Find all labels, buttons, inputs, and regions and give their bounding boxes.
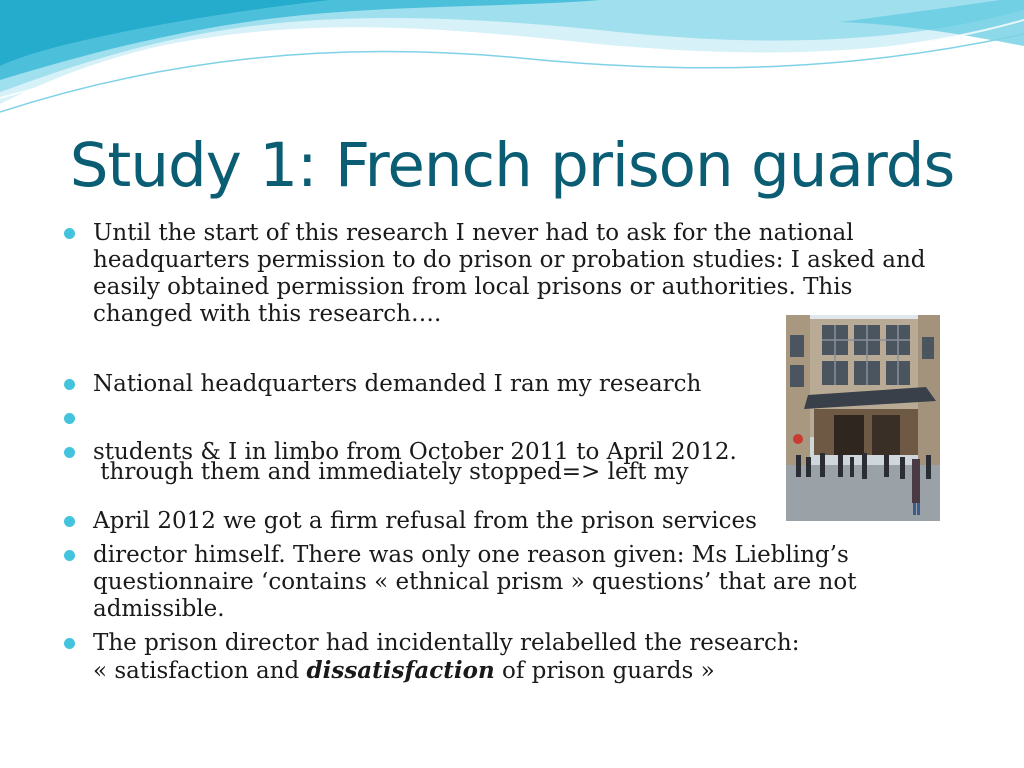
bullet-marker	[64, 447, 75, 458]
bullet-line: Until the start of this research I never had to ask for the national	[93, 220, 854, 246]
slide-title: Study 1: French prison guards	[69, 130, 955, 201]
bullet-marker	[64, 516, 75, 527]
bullet-marker	[64, 413, 75, 424]
bullet-text	[93, 220, 963, 328]
bullet-line: through them and immediately stopped=> left my	[93, 459, 689, 485]
bullet-text	[93, 542, 963, 623]
building-photo-icon	[786, 315, 940, 521]
emphasis-text: dissatisfaction	[306, 657, 495, 684]
bullet-line	[93, 657, 963, 685]
bullet-line: April 2012 we got a firm refusal from the prison services	[93, 508, 757, 534]
quote-end-text: of prison guards »	[494, 658, 715, 684]
bullet-line: students & I in limbo from October 2011 to April 2012.	[93, 439, 737, 465]
bullet-line: National headquarters demanded I ran my research	[93, 371, 702, 397]
bullet-line: easily obtained permission from local prisons or authorities. This	[93, 274, 853, 300]
bullet-line: admissible.	[93, 596, 225, 622]
bullet-line: questionnaire ‘contains « ethnical prism » questions’ that are not	[93, 569, 857, 595]
bullet-marker	[64, 550, 75, 561]
quote-start-text: « satisfaction and	[93, 658, 307, 684]
bullet-line: changed with this research….	[93, 301, 442, 327]
bullet-line: The prison director had incidentally relabelled the research:	[93, 630, 800, 656]
bullet-marker	[64, 638, 75, 649]
building-photo	[786, 315, 940, 521]
bullet-marker	[64, 379, 75, 390]
bullet-text	[93, 630, 963, 685]
bullet-line: headquarters permission to do prison or probation studies: I asked and	[93, 247, 926, 273]
bullet-marker	[64, 228, 75, 239]
bullet-line: director himself. There was only one reason given: Ms Liebling’s	[93, 542, 849, 568]
header-wave-decoration	[0, 0, 1024, 130]
